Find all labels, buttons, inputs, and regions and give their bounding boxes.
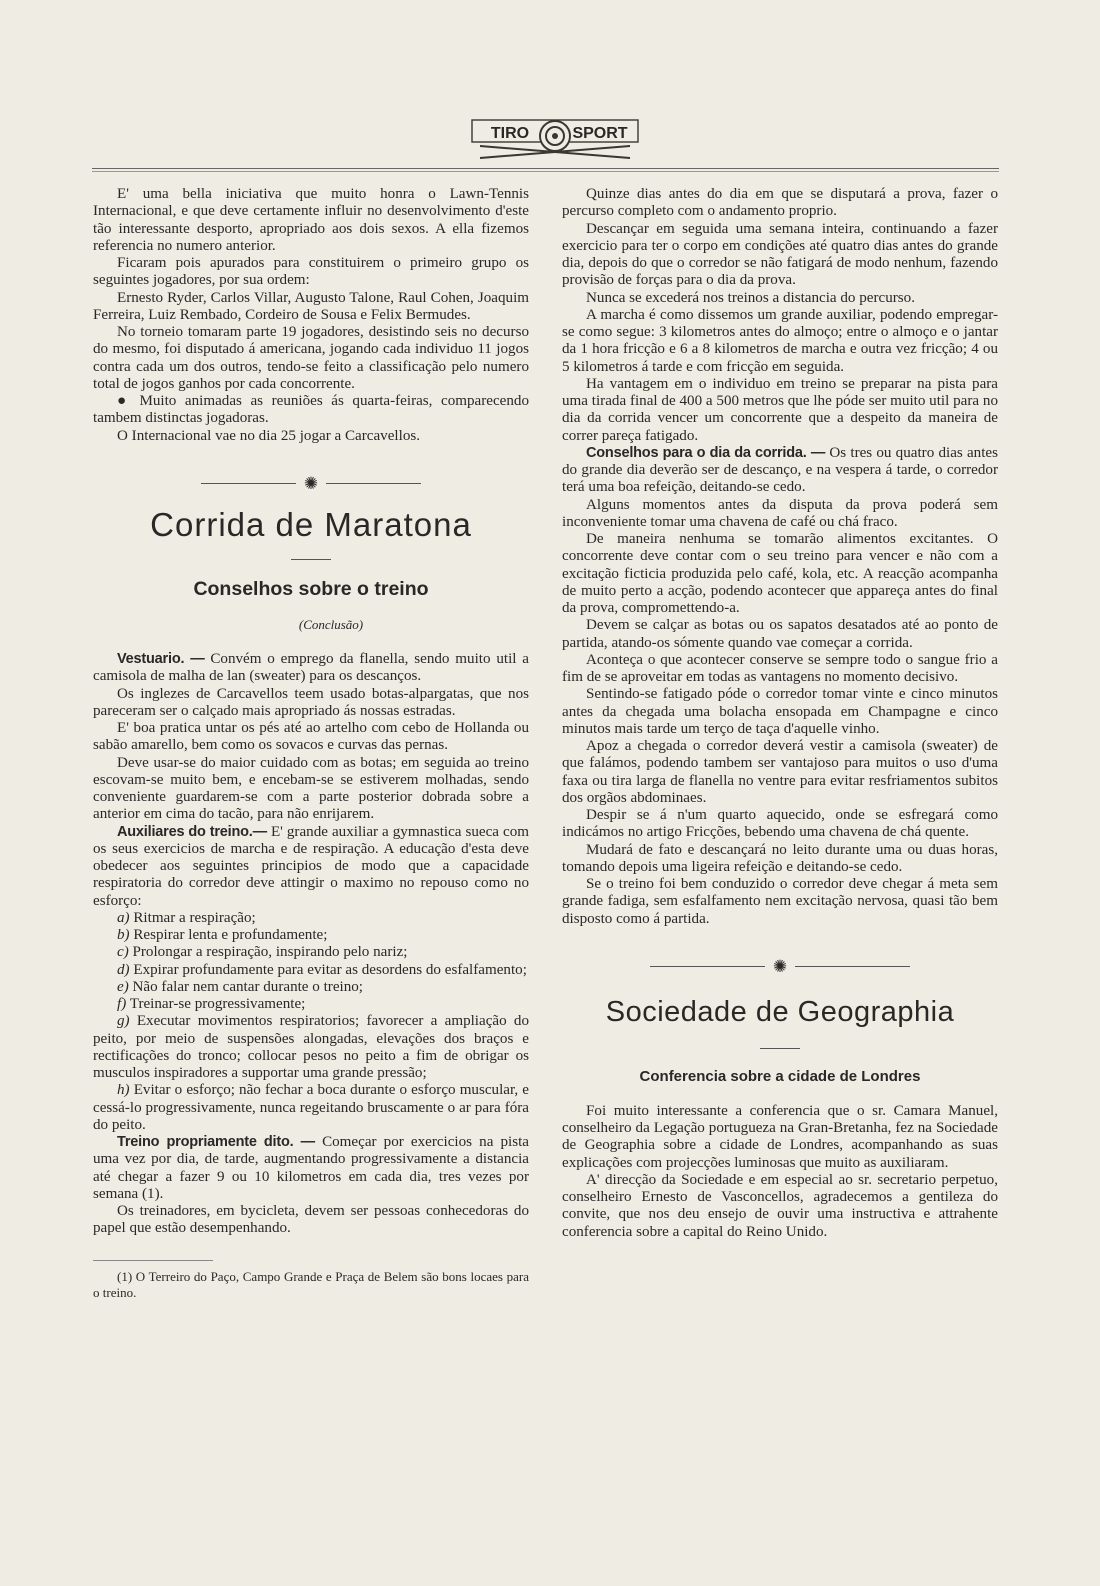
body-paragraph: Devem se calçar as botas ou os sapatos desatados até ao ponto de partida, atando-os sómente quando vae começar a corrida. xyxy=(562,617,998,651)
continuation-note: (Conclusão) xyxy=(298,616,364,632)
body-paragraph: Descançar em seguida uma semana inteira, continuando a fazer exercicio para ter o corpo em condições até quatro dias antes do grande dia, depois do que o corredor se não fatigará de modo nenhum, fazendo provisão de forças para o dia da prova. xyxy=(562,220,998,289)
conselhos-lead: Conselhos para o dia da corrida. — xyxy=(586,444,826,461)
treino-paragraph xyxy=(93,1134,529,1203)
intro-paragraph: No torneio tomaram parte 19 jogadores, desistindo seis no decurso do mesmo, foi disputado á americana, jogando cada individuo 11 jogos contra cada um dos outros, tendo-se feito a classificação pelo numero total de jogos ganhos por cada concorrente. xyxy=(93,324,529,392)
body-paragraph: Nunca se excederá nos treinos a distancia do percurso. xyxy=(586,289,915,306)
masthead-logo xyxy=(470,114,640,164)
logo-lettering-right: SPORT xyxy=(572,125,628,142)
body-paragraph: Quinze dias antes do dia em que se disputará a prova, fazer o percurso completo com o andamento proprio. xyxy=(562,186,998,220)
article-subtitle-londres: Conferencia sobre a cidade de Londres xyxy=(639,1067,921,1085)
list-item: e) Não falar nem cantar durante o treino; xyxy=(117,978,364,995)
auxiliares-lead: Auxiliares do treino.— xyxy=(117,823,267,840)
body-paragraph: A marcha é como dissemos um grande auxiliar, podendo empregar-se como segue: 3 kilometros antes do almoço; entre o almoço e o jantar da 1 hora fricção e 6 a 8 kilometros de marcha e outra vez fricção; 4 ou 5 kilometros á tarde e com fricção em seguida. xyxy=(562,306,998,375)
footnote-separator xyxy=(93,1260,213,1261)
asterism-icon: ✺ xyxy=(303,474,319,494)
body-paragraph: Mudará de fato e descançará no leito durante uma ou duas horas, tomando depois uma ligeira refeição e deitando-se cedo. xyxy=(562,841,998,875)
conselhos-text: Os tres ou quatro dias antes do grande dia deverão ser de descanço, e na vespera á tarde, o corredor terá uma boa refeição, deitando-se cedo. xyxy=(562,444,998,496)
intro-paragraph: Ernesto Ryder, Carlos Villar, Augusto Talone, Raul Cohen, Joaquim Ferreira, Luiz Rembado, Cordeiro de Sousa e Felix Bermudes. xyxy=(93,289,529,323)
body-paragraph: Despir se á n'um quarto aquecido, onde se esfregará como indicámos no artigo Fricções, bebendo uma chavena de chá quente. xyxy=(562,807,998,841)
intro-paragraph: ● Muito animadas as reuniões ás quarta-feiras, comparecendo tambem distinctas jogadoras. xyxy=(93,393,529,427)
list-item: g) Executar movimentos respiratorios; favorecer a ampliação do peito, por meio de suspensões alongadas, elevações dos braços e rectificações do tronco; collocar pesos no peito a fim de obrigar os musculos inspiradores a supportar uma grande pressão; xyxy=(93,1013,529,1081)
body-paragraph: A' direcção da Sociedade e em especial ao sr. secretario perpetuo, conselheiro Ernesto de Vasconcellos, agradecemos a gentileza do convite, que nos deu ensejo de ouvir uma instructiva e attrahente conferencia sobre a capital do Reino Unido. xyxy=(562,1171,998,1240)
list-item: f) Treinar-se progressivamente; xyxy=(117,996,306,1012)
geographia-body xyxy=(562,1103,998,1241)
body-paragraph: Sentindo-se fatigado póde o corredor tomar vinte e cinco minutos antes da chegada uma bolacha ensopada em Champagne e cinco minutos mais tarde um terço de taça d'aquelle vinho. xyxy=(562,686,998,737)
vestuario-text: Convém o emprego da flanella, sendo muito util a camisola de malha de lan (sweater) para os descanços. xyxy=(93,651,529,685)
asterism-icon: ✺ xyxy=(772,957,788,977)
body-paragraph: Deve usar-se do maior cuidado com as botas; em seguida ao treino escovam-se muito bem, e encebam-se se estiverem molhadas, sendo conveniente guardarem-se com a parte posterior dobrada sobre a anterior em cima do tacão, para não enrijarem. xyxy=(93,754,529,823)
header-rule-thin xyxy=(92,171,999,172)
body-paragraph: Aconteça o que acontecer conserve se sempre todo o sangue frio a fim de se aproveitar em todas as vantagens no momento decisivo. xyxy=(562,651,998,685)
title-rule xyxy=(291,559,331,560)
logo-lettering-left: TIRO xyxy=(490,125,530,142)
conselhos-paragraph xyxy=(562,445,998,497)
intro-paragraph: Ficaram pois apurados para constituirem o primeiro grupo os seguintes jogadores, por sua ordem: xyxy=(93,255,529,289)
body-paragraph: Alguns momentos antes da disputa da prova poderá sem inconveniente tomar uma chavena de café ou chá fraco. xyxy=(562,496,998,530)
body-paragraph: Apoz a chegada o corredor deverá vestir a camisola (sweater) de que falámos, podendo tambem ser vantajoso para muitos o uso d'uma faxa ou tira larga de flanella no ventre para evitar resfriamentos subitos dos orgãos abdominaes. xyxy=(562,738,998,806)
right-column xyxy=(562,186,998,1241)
list-item: h) Evitar o esforço; não fechar a boca durante o esforço muscular, e cessá-lo progressivamente, nunca regeitando bruscamente o ar para fóra do peito. xyxy=(93,1082,529,1133)
section-ornament xyxy=(562,954,998,980)
auxiliares-paragraph xyxy=(93,824,529,910)
maratona-body xyxy=(93,651,529,1238)
body-paragraph: Os treinadores, em bycicleta, devem ser pessoas conhecedoras do papel que estão desempenhando. xyxy=(93,1203,529,1237)
intro-section xyxy=(93,186,529,445)
body-paragraph: Ha vantagem em o individuo em treino se preparar na pista para uma tirada final de 400 a 500 metros que lhe póde ser muito util para no dia da corrida vencer um concorrente que a despeito da maneira de correr pareça fatigado. xyxy=(562,375,998,444)
intro-paragraph: E' uma bella iniciativa que muito honra o Lawn-Tennis Internacional, e que deve certamente influir no desenvolvimento d'este tão interessante desporto, apropriado aos dois sexos. A ella fizemos referencia no numero anterior. xyxy=(93,186,529,254)
treino-text: Começar por exercicios na pista uma vez por dia, de tarde, augmentando progressivamente a distancia até chegar a fazer 9 ou 10 kilometros em cada dia, tres vezes por semana (1). xyxy=(93,1134,530,1202)
treino-lead: Treino propriamente dito. — xyxy=(117,1134,315,1150)
article-title-geographia: Sociedade de Geographia xyxy=(605,995,955,1028)
list-item: c) Prolongar a respiração, inspirando pelo nariz; xyxy=(117,944,408,961)
list-item: d) Expirar profundamente para evitar as desordens do esfalfamento; xyxy=(117,961,527,978)
body-paragraph: Foi muito interessante a conferencia que o sr. Camara Manuel, conselheiro da Legação portugueza na Gran-Bretanha, fez na Sociedade de Geographia sobre a cidade de Londres, acompanhando as suas explicações com projecções luminosas que muito as auxiliaram. xyxy=(562,1102,998,1171)
header-rule xyxy=(92,168,999,169)
list-item: b) Respirar lenta e profundamente; xyxy=(117,927,328,943)
body-paragraph: Se o treino foi bem conduzido o corredor deve chegar á meta sem grande fadiga, sem esfalfamento nem excitação nervosa, quasi tão bem disposto como á partida. xyxy=(562,876,998,927)
section-ornament xyxy=(93,471,529,497)
body-paragraph: E' boa pratica untar os pés até ao artelho com cebo de Hollanda ou sabão amarello, bem como os sovacos e curvas das pernas. xyxy=(93,720,529,754)
vestuario-lead: Vestuario. — xyxy=(117,651,205,667)
article-title-maratona: Corrida de Maratona xyxy=(150,505,472,543)
footnote: (1) O Terreiro do Paço, Campo Grande e Praça de Belem são bons locaes para o treino. xyxy=(93,1268,529,1300)
vestuario-paragraph xyxy=(93,651,529,686)
article-subtitle-treino: Conselhos sobre o treino xyxy=(193,577,429,600)
auxiliares-text: E' grande auxiliar a gymnastica sueca com os seus exercicios de marcha e de respiração. A educação d'esta deve obedecer aos seguintes principios de modo que a capacidade respiratoria do corredor deve attingir o maximo no repouso como no esforço: xyxy=(93,823,529,909)
body-paragraph: Os inglezes de Carcavellos teem usado botas-alpargatas, que nos pareceram ser o calçado mais apropriado ás nossas estradas. xyxy=(93,685,529,719)
list-item: a) Ritmar a respiração; xyxy=(117,909,256,926)
intro-paragraph: O Internacional vae no dia 25 jogar a Carcavellos. xyxy=(117,427,421,444)
left-column xyxy=(93,186,529,1301)
title-rule xyxy=(760,1048,800,1049)
body-paragraph: De maneira nenhuma se tomarão alimentos excitantes. O concorrente deve contar com o seu treino para vencer e não com a excitação ficticia produzida pelo café, kola, etc. A reacção acompanha de muito perto a acção, podendo acontecer que appareça antes do final da prova, compromettendo-a. xyxy=(562,531,998,616)
